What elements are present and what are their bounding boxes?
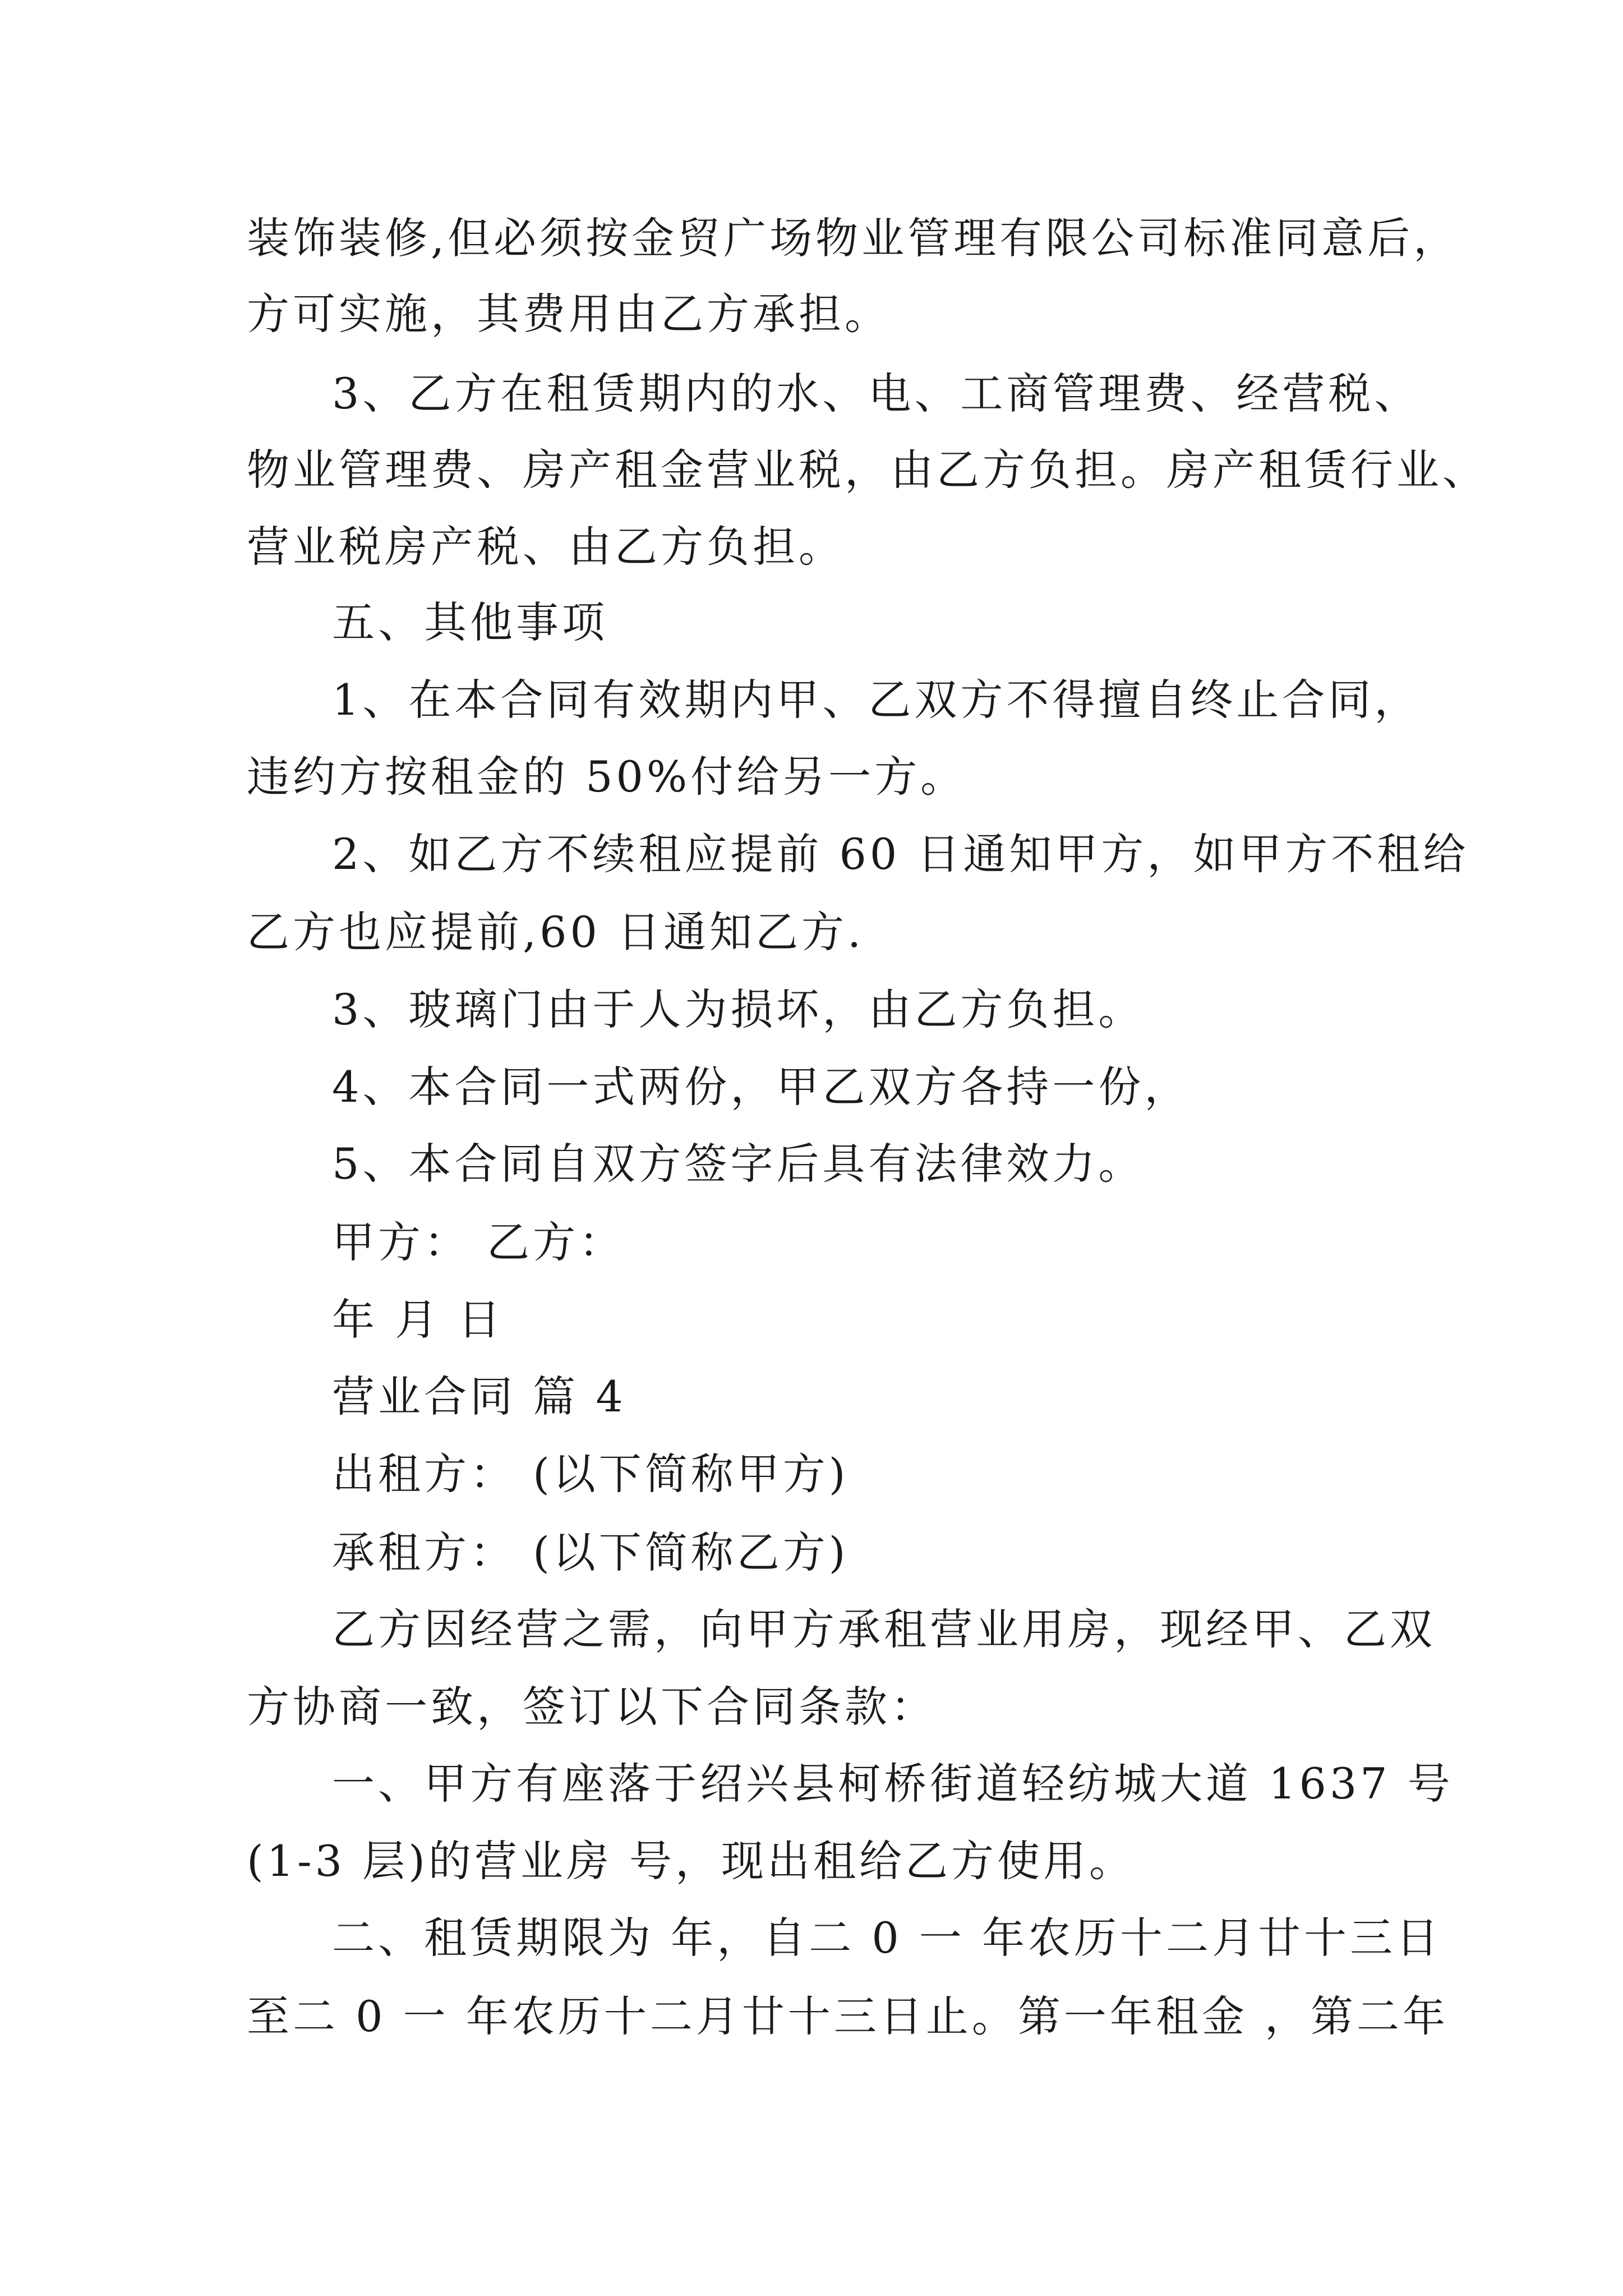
section-title: 营业合同 篇 4	[332, 1372, 626, 1421]
text-line: 乙方因经营之需，向甲方承租营业用房，现经甲、乙双	[332, 1604, 1436, 1654]
text-line: 5、本合同自双方签字后具有法律效力。	[332, 1139, 1145, 1189]
section-heading: 五、其他事项	[332, 597, 608, 647]
text-line: 3、玻璃门由于人为损坏，由乙方负担。	[332, 984, 1145, 1034]
text-line: 方协商一致，签订以下合同条款：	[247, 1682, 937, 1732]
text-line: 出租方： (以下简称甲方)	[332, 1449, 849, 1499]
text-line: 二、租赁期限为 年，自二 0 一 年农历十二月廿十三日	[332, 1913, 1442, 1963]
signature-line: 甲方： 乙方：	[332, 1217, 625, 1267]
text-line: 至二 0 一 年农历十二月廿十三日止。第一年租金 ，第二年	[247, 1991, 1449, 2041]
text-line: 4、本合同一式两份，甲乙双方各持一份，	[332, 1062, 1191, 1112]
text-line: 一、甲方有座落于绍兴县柯桥街道轻纺城大道 1637 号	[332, 1759, 1454, 1809]
text-line: 方可实施，其费用由乙方承担。	[247, 289, 891, 339]
date-line: 年 月 日	[332, 1295, 504, 1345]
text-line: 3、乙方在租赁期内的水、电、工商管理费、经营税、	[332, 369, 1421, 418]
text-line: 1、在本合同有效期内甲、乙双方不得擅自终止合同，	[332, 675, 1421, 725]
text-line: 乙方也应提前,60 日通知乙方.	[247, 907, 865, 957]
text-line: 违约方按租金的 50%付给另一方。	[247, 752, 967, 802]
text-line: 承租方： (以下简称乙方)	[332, 1527, 849, 1577]
text-line: 装饰装修,但必须按金贸广场物业管理有限公司标准同意后，	[247, 213, 1460, 263]
text-line: 2、如乙方不续租应提前 60 日通知甲方，如甲方不租给	[332, 829, 1469, 879]
text-line: 物业管理费、房产租金营业税，由乙方负担。房产租赁行业、	[247, 445, 1488, 495]
text-line: 营业税房产税、由乙方负担。	[247, 522, 845, 572]
text-line: (1-3 层)的营业房 号，现出租给乙方使用。	[247, 1836, 1136, 1886]
